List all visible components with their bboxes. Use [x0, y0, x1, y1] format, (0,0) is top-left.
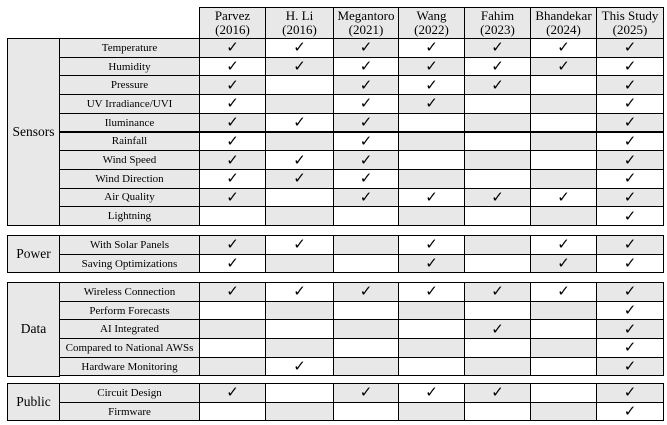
check-mark-icon: ✓	[425, 189, 438, 206]
check-cell	[333, 301, 399, 321]
group-label: Public	[7, 383, 60, 421]
check-cell	[464, 301, 531, 321]
check-cell	[596, 38, 664, 58]
check-mark-icon: ✓	[226, 59, 239, 76]
check-cell	[596, 357, 664, 377]
check-cell	[199, 57, 266, 77]
check-mark-icon: ✓	[359, 189, 373, 206]
check-mark-icon: ✓	[623, 96, 637, 113]
check-cell	[333, 319, 399, 339]
check-cell	[199, 150, 266, 170]
check-cell	[596, 132, 664, 152]
column-name: Parvez	[214, 8, 251, 23]
check-cell	[333, 254, 399, 274]
column-year: (2024)	[546, 22, 581, 37]
check-mark-icon: ✓	[226, 96, 239, 113]
check-cell	[265, 113, 334, 133]
column-year: (2016)	[282, 22, 317, 37]
check-cell	[199, 132, 266, 152]
check-cell	[596, 188, 664, 208]
check-mark-icon: ✓	[293, 59, 306, 76]
check-mark-icon: ✓	[226, 77, 239, 94]
check-mark-icon: ✓	[623, 404, 637, 421]
check-cell	[596, 402, 664, 422]
feature-label: Wind Direction	[59, 169, 200, 189]
check-cell	[530, 113, 597, 133]
check-cell	[530, 169, 597, 189]
check-cell	[333, 38, 399, 58]
check-mark-icon: ✓	[623, 284, 637, 301]
check-mark-icon: ✓	[623, 340, 637, 357]
column-year: (2025)	[612, 22, 648, 37]
check-mark-icon: ✓	[491, 189, 504, 206]
check-cell	[398, 75, 465, 95]
check-mark-icon: ✓	[623, 385, 637, 402]
column-header	[398, 7, 465, 39]
check-cell	[596, 150, 664, 170]
column-header	[530, 7, 597, 39]
check-cell	[199, 206, 266, 226]
check-cell	[199, 254, 266, 274]
check-mark-icon: ✓	[226, 189, 239, 206]
check-mark-icon: ✓	[491, 77, 504, 94]
feature-label: Hardware Monitoring	[59, 357, 200, 377]
check-cell	[596, 75, 664, 95]
check-cell	[199, 357, 266, 377]
check-mark-icon: ✓	[293, 152, 306, 169]
check-cell	[596, 113, 664, 133]
check-mark-icon: ✓	[226, 133, 239, 150]
check-mark-icon: ✓	[623, 359, 637, 376]
check-mark-icon: ✓	[359, 77, 373, 94]
check-cell	[596, 206, 664, 226]
check-cell	[464, 357, 531, 377]
check-cell	[530, 94, 597, 114]
check-cell	[530, 282, 597, 302]
feature-label: Iluminance	[59, 113, 200, 133]
check-mark-icon: ✓	[226, 256, 239, 273]
check-mark-icon: ✓	[226, 171, 239, 188]
check-mark-icon: ✓	[359, 133, 373, 150]
check-cell	[596, 383, 664, 403]
feature-label: AI Integrated	[59, 319, 200, 339]
feature-label: Firmware	[59, 402, 200, 422]
check-cell	[398, 319, 465, 339]
check-cell	[265, 169, 334, 189]
check-cell	[530, 57, 597, 77]
check-cell	[530, 254, 597, 274]
check-cell	[199, 38, 266, 58]
check-cell	[530, 357, 597, 377]
check-mark-icon: ✓	[425, 40, 438, 57]
check-mark-icon: ✓	[425, 237, 438, 254]
check-cell	[265, 38, 334, 58]
check-mark-icon: ✓	[623, 256, 637, 273]
check-cell	[464, 94, 531, 114]
check-cell	[333, 338, 399, 358]
check-cell	[199, 169, 266, 189]
check-cell	[333, 75, 399, 95]
column-year: (2022)	[414, 22, 449, 37]
column-name: Megantoro	[337, 8, 395, 23]
group-label: Data	[7, 282, 60, 377]
column-header	[199, 7, 266, 39]
check-cell	[464, 150, 531, 170]
check-cell	[464, 57, 531, 77]
check-cell	[398, 338, 465, 358]
check-cell	[333, 357, 399, 377]
check-cell	[398, 150, 465, 170]
check-cell	[530, 188, 597, 208]
check-mark-icon: ✓	[623, 59, 637, 76]
check-cell	[199, 75, 266, 95]
check-cell	[398, 206, 465, 226]
check-cell	[464, 113, 531, 133]
check-cell	[464, 169, 531, 189]
check-cell	[596, 169, 664, 189]
check-cell	[596, 319, 664, 339]
check-mark-icon: ✓	[293, 40, 306, 57]
check-cell	[199, 319, 266, 339]
column-header	[333, 7, 399, 39]
check-cell	[199, 94, 266, 114]
feature-label: UV Irradiance/UVI	[59, 94, 200, 114]
check-mark-icon: ✓	[226, 115, 239, 132]
check-mark-icon: ✓	[557, 40, 570, 57]
check-cell	[265, 402, 334, 422]
check-cell	[398, 282, 465, 302]
check-mark-icon: ✓	[491, 385, 504, 402]
check-cell	[265, 319, 334, 339]
check-cell	[333, 282, 399, 302]
column-name: Wang	[416, 8, 447, 23]
check-cell	[199, 383, 266, 403]
check-cell	[265, 150, 334, 170]
feature-label: Saving Optimizations	[59, 254, 200, 274]
check-cell	[398, 57, 465, 77]
check-mark-icon: ✓	[557, 237, 570, 254]
check-cell	[596, 235, 664, 255]
group-label: Sensors	[7, 38, 60, 226]
check-mark-icon: ✓	[359, 284, 373, 301]
check-cell	[398, 188, 465, 208]
check-mark-icon: ✓	[425, 256, 438, 273]
check-mark-icon: ✓	[293, 115, 306, 132]
check-mark-icon: ✓	[226, 385, 239, 402]
check-cell	[333, 132, 399, 152]
check-cell	[265, 357, 334, 377]
check-cell	[265, 188, 334, 208]
feature-label: Lightning	[59, 206, 200, 226]
check-cell	[464, 235, 531, 255]
check-cell	[398, 383, 465, 403]
check-mark-icon: ✓	[623, 115, 637, 132]
check-cell	[530, 132, 597, 152]
check-cell	[333, 169, 399, 189]
column-header	[596, 7, 664, 39]
check-cell	[464, 75, 531, 95]
check-cell	[265, 57, 334, 77]
check-cell	[530, 150, 597, 170]
check-mark-icon: ✓	[293, 359, 306, 376]
check-cell	[464, 282, 531, 302]
check-cell	[398, 402, 465, 422]
check-cell	[596, 94, 664, 114]
check-mark-icon: ✓	[359, 96, 373, 113]
check-cell	[265, 206, 334, 226]
check-mark-icon: ✓	[623, 133, 637, 150]
check-cell	[333, 206, 399, 226]
check-cell	[596, 282, 664, 302]
feature-label: Circuit Design	[59, 383, 200, 403]
check-cell	[398, 94, 465, 114]
check-mark-icon: ✓	[557, 256, 570, 273]
feature-label: Temperature	[59, 38, 200, 58]
check-mark-icon: ✓	[425, 77, 438, 94]
column-year: (2021)	[348, 22, 384, 37]
check-cell	[265, 338, 334, 358]
check-mark-icon: ✓	[623, 77, 637, 94]
check-cell	[265, 94, 334, 114]
check-cell	[265, 254, 334, 274]
check-cell	[333, 94, 399, 114]
check-cell	[333, 150, 399, 170]
check-mark-icon: ✓	[293, 237, 306, 254]
check-cell	[464, 319, 531, 339]
check-cell	[464, 188, 531, 208]
group-label: Power	[7, 235, 60, 273]
check-cell	[398, 38, 465, 58]
check-cell	[530, 38, 597, 58]
check-mark-icon: ✓	[226, 284, 239, 301]
check-cell	[398, 113, 465, 133]
column-name: Bhandekar	[535, 8, 592, 23]
check-mark-icon: ✓	[557, 284, 570, 301]
check-mark-icon: ✓	[359, 115, 373, 132]
check-cell	[333, 113, 399, 133]
check-mark-icon: ✓	[623, 321, 637, 338]
feature-label: Air Quality	[59, 188, 200, 208]
check-cell	[464, 38, 531, 58]
check-cell	[398, 254, 465, 274]
check-cell	[265, 383, 334, 403]
check-cell	[199, 301, 266, 321]
check-cell	[398, 132, 465, 152]
check-mark-icon: ✓	[359, 385, 373, 402]
check-mark-icon: ✓	[623, 189, 637, 206]
check-mark-icon: ✓	[425, 385, 438, 402]
column-name: H. Li	[285, 8, 314, 23]
check-mark-icon: ✓	[623, 208, 637, 225]
check-mark-icon: ✓	[226, 40, 239, 57]
check-cell	[530, 338, 597, 358]
check-cell	[596, 301, 664, 321]
check-mark-icon: ✓	[623, 40, 637, 57]
check-cell	[464, 132, 531, 152]
feature-label: Pressure	[59, 75, 200, 95]
check-cell	[265, 75, 334, 95]
column-header	[464, 7, 531, 39]
column-header	[265, 7, 334, 39]
check-mark-icon: ✓	[623, 171, 637, 188]
feature-label: Wind Speed	[59, 150, 200, 170]
check-mark-icon: ✓	[425, 59, 438, 76]
check-mark-icon: ✓	[557, 189, 570, 206]
check-cell	[530, 383, 597, 403]
check-mark-icon: ✓	[359, 59, 373, 76]
check-cell	[333, 235, 399, 255]
feature-label: Compared to National AWSs	[59, 338, 200, 358]
check-cell	[199, 188, 266, 208]
check-cell	[333, 383, 399, 403]
check-cell	[530, 402, 597, 422]
check-cell	[398, 357, 465, 377]
column-year: (2016)	[215, 22, 250, 37]
check-cell	[464, 383, 531, 403]
check-cell	[464, 402, 531, 422]
check-cell	[530, 319, 597, 339]
check-cell	[464, 338, 531, 358]
check-cell	[199, 113, 266, 133]
check-cell	[596, 338, 664, 358]
check-mark-icon: ✓	[491, 284, 504, 301]
check-cell	[199, 282, 266, 302]
check-cell	[199, 235, 266, 255]
check-cell	[398, 235, 465, 255]
check-cell	[199, 338, 266, 358]
check-mark-icon: ✓	[425, 284, 438, 301]
check-cell	[265, 235, 334, 255]
check-mark-icon: ✓	[623, 152, 637, 169]
check-cell	[265, 132, 334, 152]
check-cell	[398, 169, 465, 189]
check-mark-icon: ✓	[226, 237, 239, 254]
check-mark-icon: ✓	[623, 237, 637, 254]
check-cell	[530, 235, 597, 255]
column-name: This Study	[601, 8, 659, 23]
check-cell	[333, 402, 399, 422]
check-cell	[596, 57, 664, 77]
check-mark-icon: ✓	[491, 59, 504, 76]
check-mark-icon: ✓	[425, 96, 438, 113]
feature-label: Wireless Connection	[59, 282, 200, 302]
check-cell	[265, 301, 334, 321]
check-cell	[265, 282, 334, 302]
check-cell	[530, 75, 597, 95]
feature-label: Perform Forecasts	[59, 301, 200, 321]
column-name: Fahim	[480, 8, 515, 23]
feature-label: Humidity	[59, 57, 200, 77]
check-cell	[464, 206, 531, 226]
check-mark-icon: ✓	[359, 40, 373, 57]
check-mark-icon: ✓	[359, 171, 373, 188]
check-cell	[464, 254, 531, 274]
check-cell	[530, 301, 597, 321]
check-cell	[333, 57, 399, 77]
check-mark-icon: ✓	[491, 40, 504, 57]
feature-label: Rainfall	[59, 132, 200, 152]
check-mark-icon: ✓	[226, 152, 239, 169]
check-cell	[398, 301, 465, 321]
feature-label: With Solar Panels	[59, 235, 200, 255]
check-mark-icon: ✓	[623, 303, 637, 320]
column-year: (2023)	[480, 22, 515, 37]
check-mark-icon: ✓	[557, 59, 570, 76]
check-cell	[199, 402, 266, 422]
check-cell	[530, 206, 597, 226]
check-mark-icon: ✓	[293, 171, 306, 188]
check-mark-icon: ✓	[359, 152, 373, 169]
check-cell	[333, 188, 399, 208]
check-mark-icon: ✓	[491, 321, 504, 338]
check-cell	[596, 254, 664, 274]
check-mark-icon: ✓	[293, 284, 306, 301]
